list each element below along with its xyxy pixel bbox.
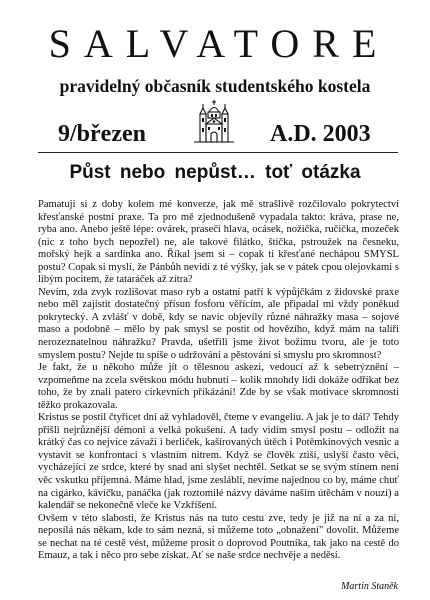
issue-number: 9/březen (58, 121, 146, 147)
article-paragraph: Pamatuji si z doby kolem mé konverze, jak mě strašlivě rozčilovalo pokrytectví křesťanské postní praxe. Ta pro mě zjednodušeně vypadala takto: kráva, prase ne, ryba ano. Anebo ještě lépe: ovárek, prasečí hlava, ocásek, nožička, ručička, mozeček (nic z toho bych nepozřel) ne, ale takové filátko, štička, pstroužek na česneku, mořský hejk a sardinka ano. Říkal jsem si – copak ti křesťané nechápou SMYSL postu? Copak si myslí, že Pánbůh nevidí z té výšky, jak se v pátek cpou olejovkami s libým pocitem, že tataráček až zítra? (38, 199, 399, 286)
author-signature: Martin Staněk (341, 581, 398, 592)
church-icon (190, 98, 238, 146)
issue-year: A.D. 2003 (270, 121, 371, 147)
article-body (38, 199, 399, 563)
header-divider (38, 152, 398, 153)
article-paragraph: Kristus se postil čtyřicet dní až vyhladověl, čteme v evangeliu. A jak je to dál? Tehdy přišli nejrůznější démoni a velká pokušení. A tady vidím smysl postu – odložit na krátký čas co nejvíce závaží i berliček, kašírovaných útěch i Potěmkinových vesnic a vystavit se konfrontaci s vlastním nitrem. Když se člověk ztiší, uslyší často věci, vycházející ze srdce, které by snad ani slyšet nechtěl. Setkat se se svým stínem není věc vskutku příjemná. Máme hlad, jsme zesláblí, nevíme najednou co by, máme chuť na cigárko, kávičku, panáčka (jak roztomilé názvy dáváme našim útěchám v nouzi) a kalendář se nekonečně vleče ke Vzkříšení. (38, 412, 399, 512)
newsletter-subtitle: pravidelný občasník studentského kostela (59, 76, 371, 96)
article-paragraph: Nevím, zda zvyk rozlišovat maso ryb a ostatní patří k výpůjčkám z židovské praxe nebo měl zajistit dostatečný přísun fosforu věřícím, ale připadal mi vždy poněkud pokrytecký. A zvlášť v době, kdy se navíc objevily různé náhražky masa – sojové maso a podobně – mělo by pak smysl se postit od hovězího, když mám na talíři nerozeznatelnou náhražku? Pravda, ušetřili jsme život božímu tvoru, ale je toto smyslem postu? Nejde tu spíše o udržování a pěstování si smyslu pro skromnost? (38, 286, 399, 361)
article-title: Půst nebo nepůst… toť otázka (69, 162, 361, 183)
newsletter-title: SALVATORE (48, 21, 390, 66)
article-paragraph: Ovšem v této slabosti, že Kristus nás na tuto cestu zve, tedy je již na ní a za ní, neposílá nás někam, kde to sám nezná, si můžeme toto „obnažení" dovolit. Můžeme se nechat na té cestě vést, můžeme prosit o doprovod Poutníka, tak jako na cestě do Emauz, a tak i něco pro sebe získat. Ať se naše srdce nechvěje a neděsí. (38, 512, 399, 562)
article-paragraph: Je fakt, že u někoho může jít o tělesnou askezi, vedoucí až k sebetrýznění – vzpomeňme na zcela světskou módu hubnutí – kolik mnohdy lidi dokáže odříkat bez toho, že by znali patero církevních přikázání! Zde by se však motivace skromnosti těžko prokazovala. (38, 362, 399, 411)
